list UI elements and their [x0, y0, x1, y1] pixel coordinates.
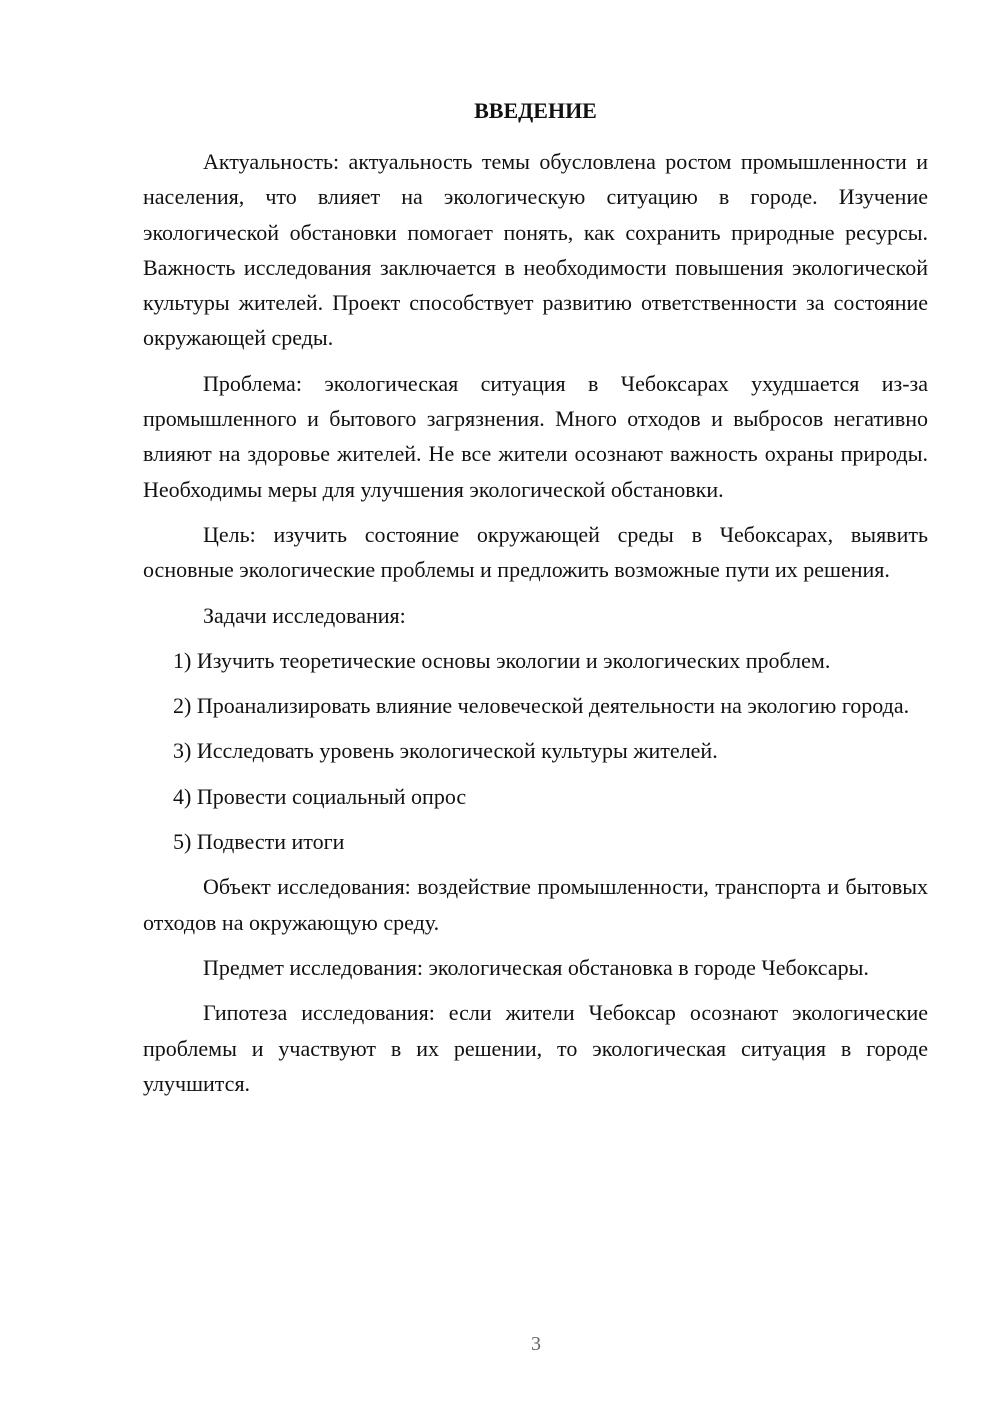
list-item: 1) Изучить теоретические основы экологии и экологических проблем. — [173, 647, 831, 673]
list-item: 2) Проанализировать влияние человеческой деятельности на экологию города. — [173, 693, 910, 719]
paragraph-goal: Цель: изучить состояние окружающей среды в Чебоксарах, выявить основные экологические проблемы и предложить возможные пути их решения. — [143, 521, 928, 583]
page-number: 3 — [531, 1333, 541, 1355]
tasks-list — [143, 643, 928, 859]
paragraph-subject: Предмет исследования: экологическая обстановка в городе Чебоксары. — [203, 954, 869, 980]
paragraph-relevance: Актуальность: актуальность темы обусловлена ростом промышленности и населения, что влияет на экологическую ситуацию в городе. Изучение экологической обстановки помогает понять, как сохранить природные ресурсы. Важность исследования заключается в необходимости повышения экологической культуры жителей. Проект способствует развитию ответственности за состояние окружающей среды. — [143, 149, 928, 351]
document-page — [143, 96, 928, 1111]
list-item: 4) Провести социальный опрос — [173, 783, 467, 809]
document-title: ВВЕДЕНИЕ — [474, 98, 597, 123]
paragraph-hypothesis: Гипотеза исследования: если жители Чебоксар осознают экологические проблемы и участвуют в их решении, то экологическая ситуация в городе улучшится. — [143, 1000, 928, 1096]
list-item: 3) Исследовать уровень экологической культуры жителей. — [173, 738, 718, 764]
paragraph-problem: Проблема: экологическая ситуация в Чебоксарах ухудшается из-за промышленного и бытового загрязнения. Много отходов и выбросов негативно влияют на здоровье жителей. Не все жители осознают важность охраны природы. Необходимы меры для улучшения экологической обстановки. — [143, 370, 928, 502]
paragraph-tasks-heading: Задачи исследования: — [203, 602, 406, 628]
list-item: 5) Подвести итоги — [173, 829, 345, 855]
paragraph-object: Объект исследования: воздействие промышленности, транспорта и бытовых отходов на окружающую среду. — [143, 874, 928, 935]
